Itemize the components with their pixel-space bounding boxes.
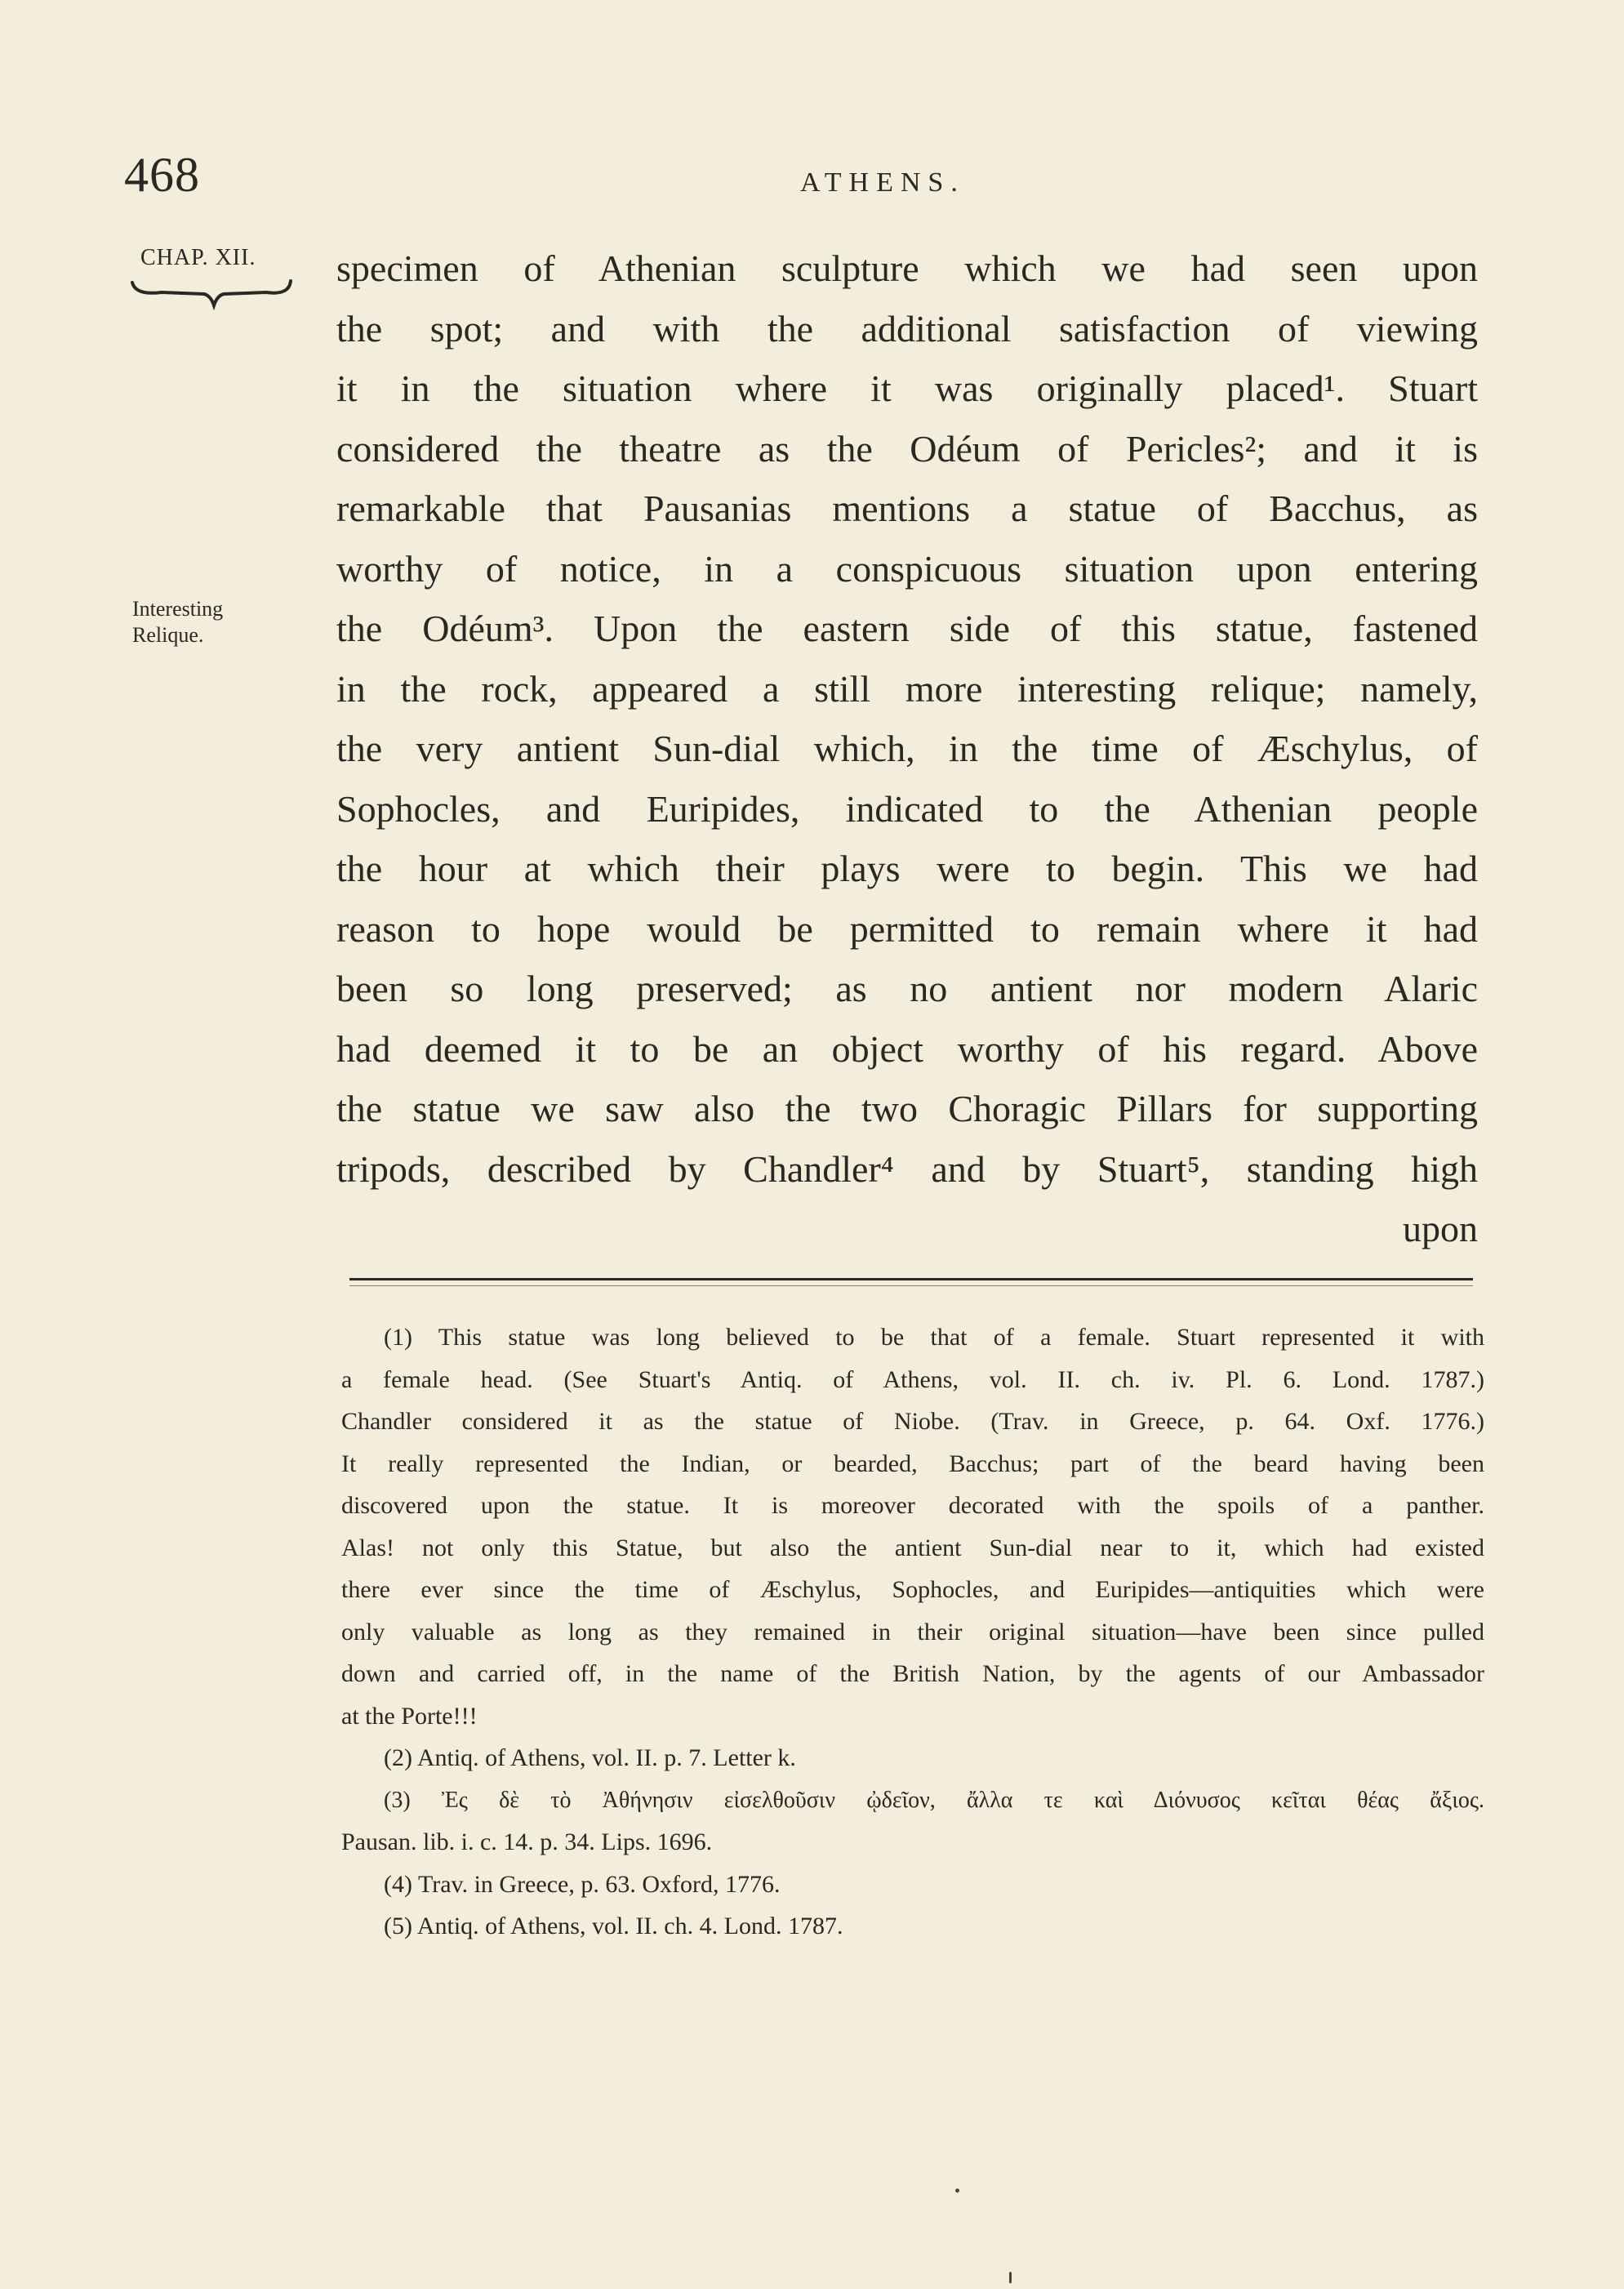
footnote-line: (1) This statue was long believed to be that of a female. Stuart represented it with xyxy=(384,1324,1484,1351)
margin-note-line: Interesting xyxy=(132,597,224,621)
body-line: the very antient Sun-dial which, in the time of Æschylus, of xyxy=(336,728,1478,769)
footnote-line: there ever since the time of Æschylus, Sophocles, and Euripides—antiquities which were xyxy=(341,1576,1484,1603)
running-title: ATHENS. xyxy=(800,167,965,198)
margin-note xyxy=(132,596,223,648)
body-line: worthy of notice, in a conspicuous situation upon entering xyxy=(336,547,1478,590)
body-line: Sophocles, and Euripides, indicated to the Athenian people xyxy=(336,787,1478,830)
footnote-line: discovered upon the statue. It is moreover decorated with the spoils of a panther. xyxy=(341,1492,1484,1519)
body-line: tripods, described by Chandler⁴ and by Stuart⁵, standing high xyxy=(336,1147,1478,1190)
footnote-line: Pausan. lib. i. c. 14. p. 34. Lips. 1696. xyxy=(341,1828,713,1855)
body-line: remarkable that Pausanias mentions a statue of Bacchus, as xyxy=(336,488,1478,529)
brace-ornament-icon xyxy=(129,278,292,310)
body-line: had deemed it to be an object worthy of his regard. Above xyxy=(336,1027,1478,1070)
body-line: in the rock, appeared a still more interesting relique; namely, xyxy=(336,667,1478,710)
footnote-line: at the Porte!!! xyxy=(341,1702,478,1730)
footnote-line: (4) Trav. in Greece, p. 63. Oxford, 1776. xyxy=(384,1870,781,1898)
body-line: it in the situation where it was originally placed¹. Stuart xyxy=(336,367,1478,409)
footnote-line: It really represented the Indian, or bearded, Bacchus; part of the beard having been xyxy=(341,1450,1484,1477)
paper-speck xyxy=(1009,2272,1012,2283)
body-line: the Odéum³. Upon the eastern side of this statue, fastened xyxy=(336,608,1478,649)
footnote-line: only valuable as long as they remained in their original situation—have been since pulled xyxy=(341,1618,1484,1645)
body-line: reason to hope would be permitted to remain where it had xyxy=(336,907,1478,950)
footnote-line: (3) Ἐς δὲ τὸ Ἀθήνησιν εἰσελθοῦσιν ᾠδεῖον, ἄλλα τε καὶ Διόνυσος κεῖται θέας ἄξιος. xyxy=(384,1787,1484,1813)
catchword: upon xyxy=(1403,1208,1478,1249)
body-line: the statue we saw also the two Choragic Pillars for supporting xyxy=(336,1088,1478,1129)
footnote-line: (5) Antiq. of Athens, vol. II. ch. 4. Lond. 1787. xyxy=(384,1913,843,1939)
footnote-line: Alas! not only this Statue, but also the antient Sun-dial near to it, which had existed xyxy=(341,1534,1484,1561)
footnote-rule xyxy=(349,1278,1473,1280)
footnote-line: down and carried off, in the name of the British Nation, by the agents of our Ambassador xyxy=(341,1660,1484,1687)
footnote-line: a female head. (See Stuart's Antiq. of Athens, vol. II. ch. iv. Pl. 6. Lond. 1787.) xyxy=(341,1365,1484,1393)
body-text xyxy=(336,238,1478,1259)
margin-note-line: Relique. xyxy=(132,623,204,647)
body-line: considered the theatre as the Odéum of Pericles²; and it is xyxy=(336,427,1478,470)
footnote-rule-thin xyxy=(349,1285,1473,1286)
body-line: the hour at which their plays were to begin. This we had xyxy=(336,848,1478,889)
body-line: specimen of Athenian sculpture which we had seen upon xyxy=(336,247,1478,289)
body-line: the spot; and with the additional satisfaction of viewing xyxy=(336,307,1478,350)
footnote-line: (2) Antiq. of Athens, vol. II. p. 7. Letter k. xyxy=(384,1744,796,1771)
body-line: been so long preserved; as no antient nor modern Alaric xyxy=(336,968,1478,1009)
chapter-label: CHAP. XII. xyxy=(140,245,256,270)
paper-speck xyxy=(955,2189,959,2193)
footnotes xyxy=(341,1316,1484,1948)
page-number: 468 xyxy=(124,148,200,202)
footnote-line: Chandler considered it as the statue of Niobe. (Trav. in Greece, p. 64. Oxf. 1776.) xyxy=(341,1408,1484,1435)
